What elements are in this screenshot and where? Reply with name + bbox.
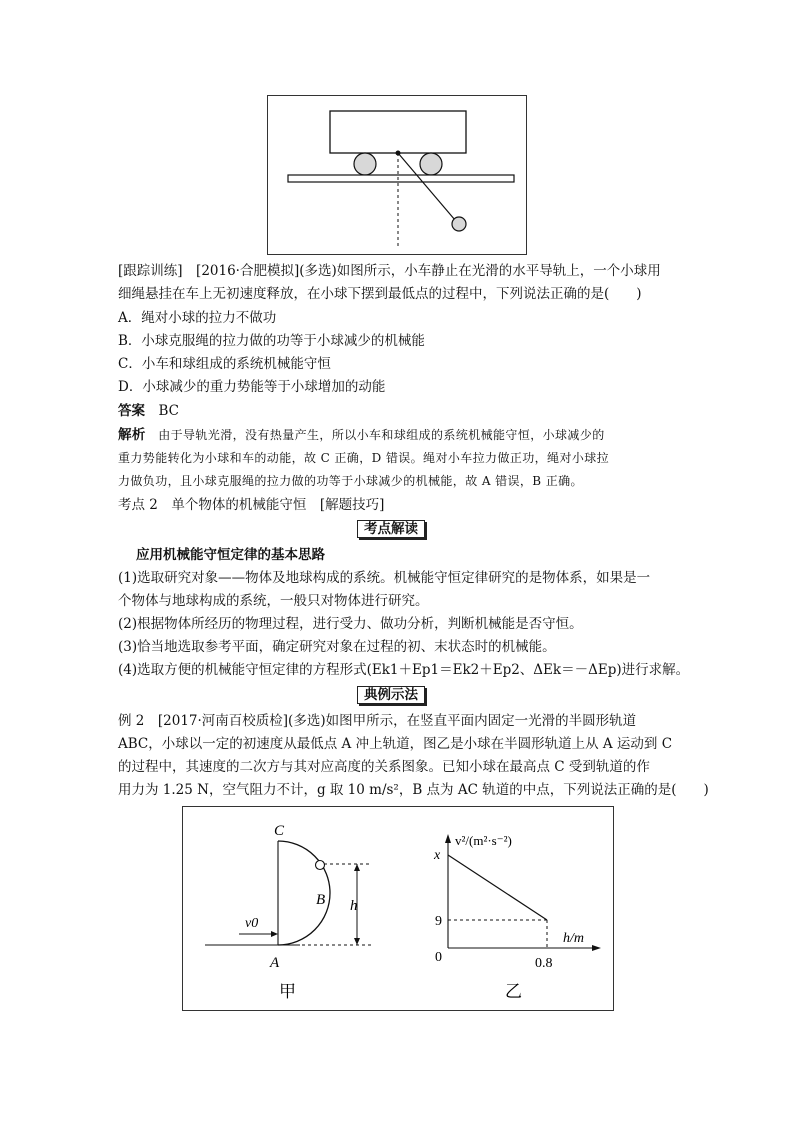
y-axis-arrow <box>445 834 451 843</box>
cart-wheel-right <box>420 153 442 175</box>
label-c: C <box>274 823 285 839</box>
rail-track <box>288 175 514 182</box>
x-axis-arrow <box>592 945 601 951</box>
example-line1: 例 2 [2017·河南百校质检](多选)如图甲所示，在竖直平面内固定一光滑的半圆形轨道 <box>118 713 637 729</box>
option-b: B．小球克服绳的拉力做的功等于小球减少的机械能 <box>118 333 425 349</box>
step4: (4)选取方便的机械能守恒定律的方程形式(Ek1＋Ep1＝Ek2＋Ep2、ΔEk＝－ΔEp)进行求解。 <box>118 662 690 678</box>
chart-series-line <box>448 855 547 920</box>
analysis-label: 解析 <box>118 427 146 443</box>
analysis-line3: 力做负功，且小球克服绳的拉力做的功等于小球减少的机械能，故 A 错误，B 正确。 <box>118 474 583 488</box>
answer-label: 答案 <box>118 403 145 419</box>
practice-source: [2016·合肥模拟](多选) <box>196 263 337 279</box>
track-diagram <box>183 807 613 1010</box>
answer-line <box>118 401 179 421</box>
section-heading: 考点 2 单个物体的机械能守恒 [解题技巧] <box>118 497 385 513</box>
practice-question-line2: 细绳悬挂在车上无初速度释放，在小球下摆到最低点的过程中，下列说法正确的是( ) <box>118 286 642 302</box>
label-b: B <box>316 892 326 908</box>
chart-y-label: v²/(m²·s⁻²) <box>455 833 512 848</box>
section-subheading: 应用机械能守恒定律的基本思路 <box>136 547 325 563</box>
cart-wheel-left <box>354 153 376 175</box>
option-a: A．绳对小球的拉力不做功 <box>118 310 277 326</box>
step3: (3)恰当地选取参考平面，确定研究对象在过程的初、末状态时的机械能。 <box>118 639 556 655</box>
chart-x-label: h/m <box>563 931 584 946</box>
cart-body <box>330 111 466 153</box>
analysis-line1: 解析 由于导轨光滑，没有热量产生，所以小车和球组成的系统机械能守恒，小球减少的 <box>118 427 605 443</box>
example-line2: ABC，小球以一定的初速度从最低点 A 冲上轨道，图乙是小球在半圆形轨道上从 A 运动到 C <box>118 736 673 752</box>
chart-x-tick-label: 0.8 <box>535 956 553 971</box>
track-and-graph-figure <box>182 806 614 1011</box>
caption-left: 甲 <box>279 982 296 1001</box>
answer-value: BC <box>158 403 180 419</box>
step2: (2)根据物体所经历的物理过程，进行受力、做功分析，判断机械能是否守恒。 <box>118 616 583 632</box>
chart-layer <box>433 848 553 971</box>
practice-tag: [跟踪训练] <box>118 263 183 279</box>
option-d: D．小球减少的重力势能等于小球增加的动能 <box>118 379 386 395</box>
box-title-examples: 典例示法 <box>357 686 425 704</box>
example-line3: 的过程中，其速度的二次方与其对应高度的关系图象。已知小球在最高点 C 受到轨道的作 <box>118 759 650 775</box>
option-c: C．小车和球组成的系统机械能守恒 <box>118 356 331 372</box>
ball-on-track <box>316 861 325 870</box>
pendulum-ball <box>452 217 466 231</box>
chart-y-tick-label: 9 <box>435 914 442 929</box>
pivot-point <box>396 151 401 156</box>
practice-question-line1: [跟踪训练] [2016·合肥模拟](多选)如图所示，小车静止在光滑的水平导轨上，一个小球用 <box>118 263 661 279</box>
label-v0: v0 <box>245 916 259 931</box>
label-h: h <box>350 898 358 914</box>
step1-line1: (1)选取研究对象——物体及地球构成的系统。机械能守恒定律研究的是物体系，如果是一 <box>118 570 651 586</box>
analysis-line2: 重力势能转化为小球和车的动能，故 C 正确，D 错误。绳对小车拉力做正功，绳对小球拉 <box>118 451 610 465</box>
label-a: A <box>270 955 280 971</box>
chart-y-tick-label: x <box>434 848 441 863</box>
example-line4: 用力为 1.25 N，空气阻力不计，g 取 10 m/s²，B 点为 AC 轨道的中点，下列说法正确的是( ) <box>118 782 709 798</box>
cart-diagram <box>268 96 526 254</box>
box-title-interpretation: 考点解读 <box>357 520 425 538</box>
caption-right: 乙 <box>505 982 522 1001</box>
cart-figure <box>267 95 527 255</box>
step1-line2: 个物体与地球构成的系统，一般只对物体进行研究。 <box>118 593 429 609</box>
chart-origin-label: 0 <box>435 950 442 965</box>
